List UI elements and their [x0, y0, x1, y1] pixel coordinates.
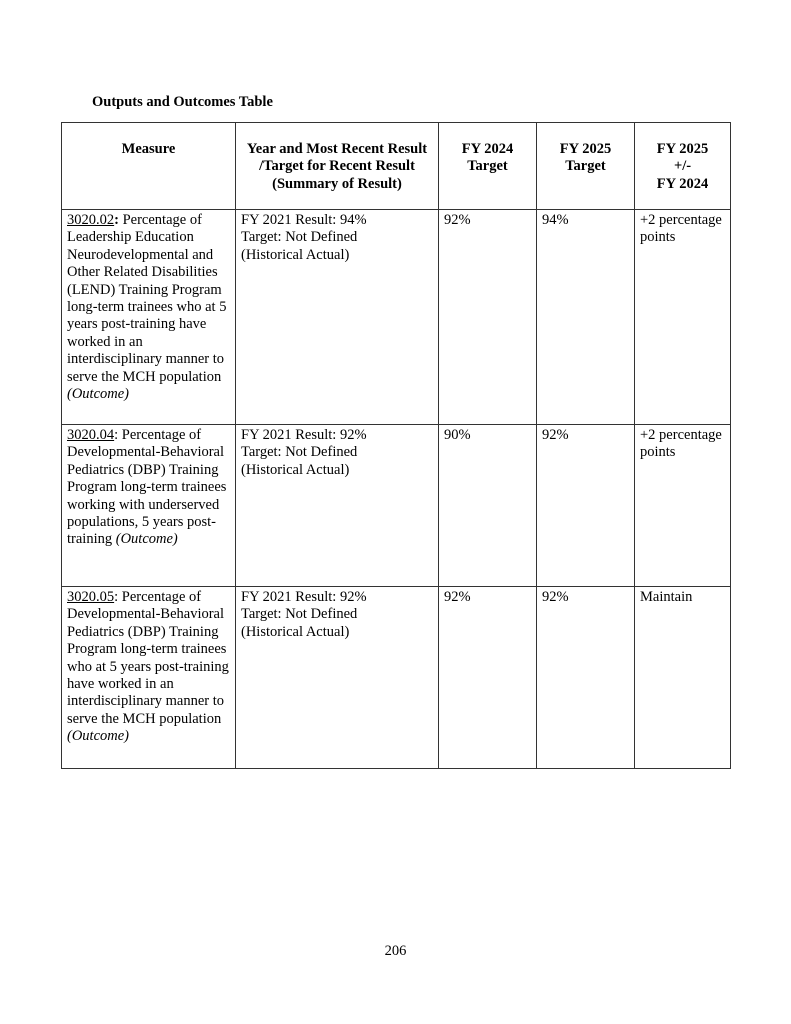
measure-separator: : — [114, 427, 119, 443]
fy-difference-cell: +2 percentage points — [635, 425, 731, 587]
recent-result: FY 2021 Result: 92% — [241, 589, 367, 605]
header-fy2025-line-2: Target — [565, 158, 606, 175]
measure-cell — [62, 425, 236, 587]
measure-id: 3020.02 — [67, 212, 115, 228]
measure-type: (Outcome) — [67, 728, 130, 745]
fy2024-target-cell: 92% — [439, 210, 537, 425]
header-measure — [62, 123, 236, 210]
measure-description: Percentage of Leadership Education Neurodevelopmental and Other Related Disabilities (LEND) Training Program long-term trainees who at 5 years post-training have worked in an interdisciplinary manner to serve the MCH population — [67, 212, 227, 385]
fy2024-target-cell: 92% — [439, 587, 537, 769]
table-row — [62, 210, 731, 425]
measure-id: 3020.05 — [67, 589, 115, 605]
recent-result: FY 2021 Result: 92% — [241, 427, 367, 443]
header-fy2025-line-1: FY 2025 — [559, 141, 612, 157]
measure-description: Percentage of Developmental-Behavioral Pediatrics (DBP) Training Program long-term trainees working with underserved populations, 5 years post-training — [67, 427, 227, 548]
result-summary: (Historical Actual) — [241, 246, 350, 263]
result-summary: (Historical Actual) — [241, 461, 350, 478]
fy-difference-cell: +2 percentage points — [635, 210, 731, 425]
recent-target: Target: Not Defined — [241, 229, 358, 246]
fy2025-target-cell: 92% — [537, 425, 635, 587]
measure-cell — [62, 210, 236, 425]
header-fy-difference — [635, 123, 731, 210]
table-row — [62, 587, 731, 769]
measure-type: (Outcome) — [115, 531, 178, 548]
header-fy2025-target — [537, 123, 635, 210]
result-cell — [236, 210, 439, 425]
fy-difference-cell: Maintain — [635, 587, 731, 769]
fy2025-target-cell: 94% — [537, 210, 635, 425]
fy2025-target-cell: 92% — [537, 587, 635, 769]
recent-target: Target: Not Defined — [241, 606, 358, 623]
header-measure-label: Measure — [121, 141, 176, 157]
recent-result: FY 2021 Result: 94% — [241, 212, 367, 228]
measure-separator: : — [114, 212, 119, 228]
page-heading: Outputs and Outcomes Table — [92, 94, 273, 110]
table-row — [62, 425, 731, 587]
fy2024-target-cell: 90% — [439, 425, 537, 587]
result-cell — [236, 587, 439, 769]
header-diff-line-2: +/- — [673, 158, 692, 175]
measure-description: Percentage of Developmental-Behavioral Pediatrics (DBP) Training Program long-term trainees who at 5 years post-training have worked in an interdisciplinary manner to serve the MCH population — [67, 589, 229, 727]
measure-type: (Outcome) — [67, 386, 130, 403]
header-diff-line-1: FY 2025 — [656, 141, 709, 157]
table-header-row — [62, 123, 731, 210]
header-year-line-3: (Summary of Result) — [272, 175, 402, 192]
page-number: 206 — [384, 943, 407, 959]
header-fy2024-line-1: FY 2024 — [461, 141, 514, 157]
header-year-result — [236, 123, 439, 210]
measure-separator: : — [114, 589, 119, 605]
header-fy2024-line-2: Target — [467, 158, 508, 175]
header-year-line-1: Year and Most Recent Result — [246, 141, 428, 157]
result-summary: (Historical Actual) — [241, 623, 350, 640]
result-cell — [236, 425, 439, 587]
measure-cell — [62, 587, 236, 769]
header-fy2024-target — [439, 123, 537, 210]
measure-id: 3020.04 — [67, 427, 115, 443]
outputs-outcomes-table — [61, 122, 731, 769]
header-diff-line-3: FY 2024 — [656, 175, 709, 192]
recent-target: Target: Not Defined — [241, 444, 358, 461]
header-year-line-2: /Target for Recent Result — [259, 158, 415, 175]
